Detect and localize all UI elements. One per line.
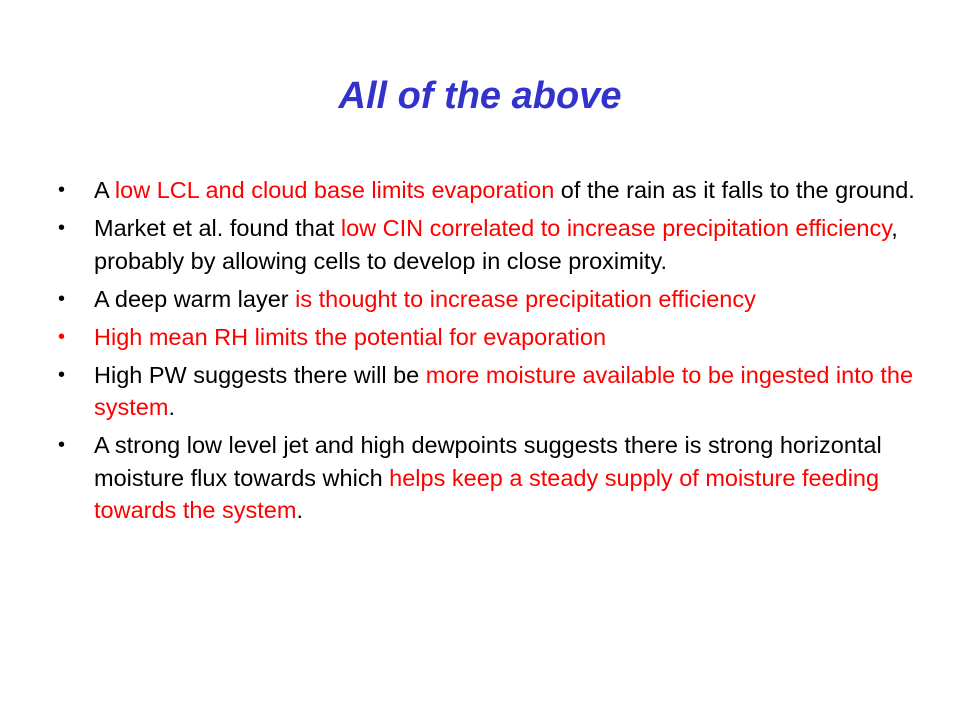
bullet-text-segment: low LCL and cloud base limits evaporation: [114, 177, 555, 203]
bullet-text-segment: of the rain as it falls to the ground.: [554, 177, 915, 203]
bullet-text-segment: .: [168, 394, 175, 420]
bullet-item: [56, 429, 920, 527]
bullet-icon: •: [58, 179, 66, 201]
bullet-item: [56, 359, 920, 424]
bullet-text-segment: A strong low level jet and high dewpoints suggests there is strong horizontal moisture flux towards which: [94, 432, 882, 491]
bullet-item: [56, 212, 920, 277]
bullet-item: [56, 321, 920, 354]
bullet-text-segment: High PW suggests there will be: [94, 361, 426, 388]
slide-title: All of the above: [338, 75, 622, 117]
bullet-text-segment: more moisture available to be ingested into the system: [94, 361, 914, 420]
bullet-text-segment: .: [296, 497, 303, 523]
bullet-text-segment: helps keep a steady supply of moisture feeding towards the system: [94, 464, 880, 523]
bullet-item: [56, 283, 920, 316]
bullet-text-segment: is thought to increase precipitation efficiency: [295, 285, 756, 312]
bullet-icon: •: [58, 217, 66, 239]
bullet-text-segment: Market et al. found that: [94, 215, 341, 241]
bullet-item: [56, 174, 920, 207]
bullet-text-segment: low CIN correlated to increase precipitation efficiency: [340, 215, 892, 241]
bullet-text-segment: , probably by allowing cells to develop in close proximity.: [94, 215, 898, 274]
bullet-text-segment: A: [94, 177, 115, 203]
bullet-text-segment: A deep warm layer: [94, 285, 296, 312]
bullet-icon: •: [58, 325, 66, 348]
bullet-icon: •: [58, 363, 66, 386]
bullet-icon: •: [58, 287, 66, 310]
bullet-text-segment: High mean RH limits the potential for evaporation: [94, 323, 607, 350]
bullet-icon: •: [58, 434, 66, 456]
bullet-list: [56, 174, 920, 532]
